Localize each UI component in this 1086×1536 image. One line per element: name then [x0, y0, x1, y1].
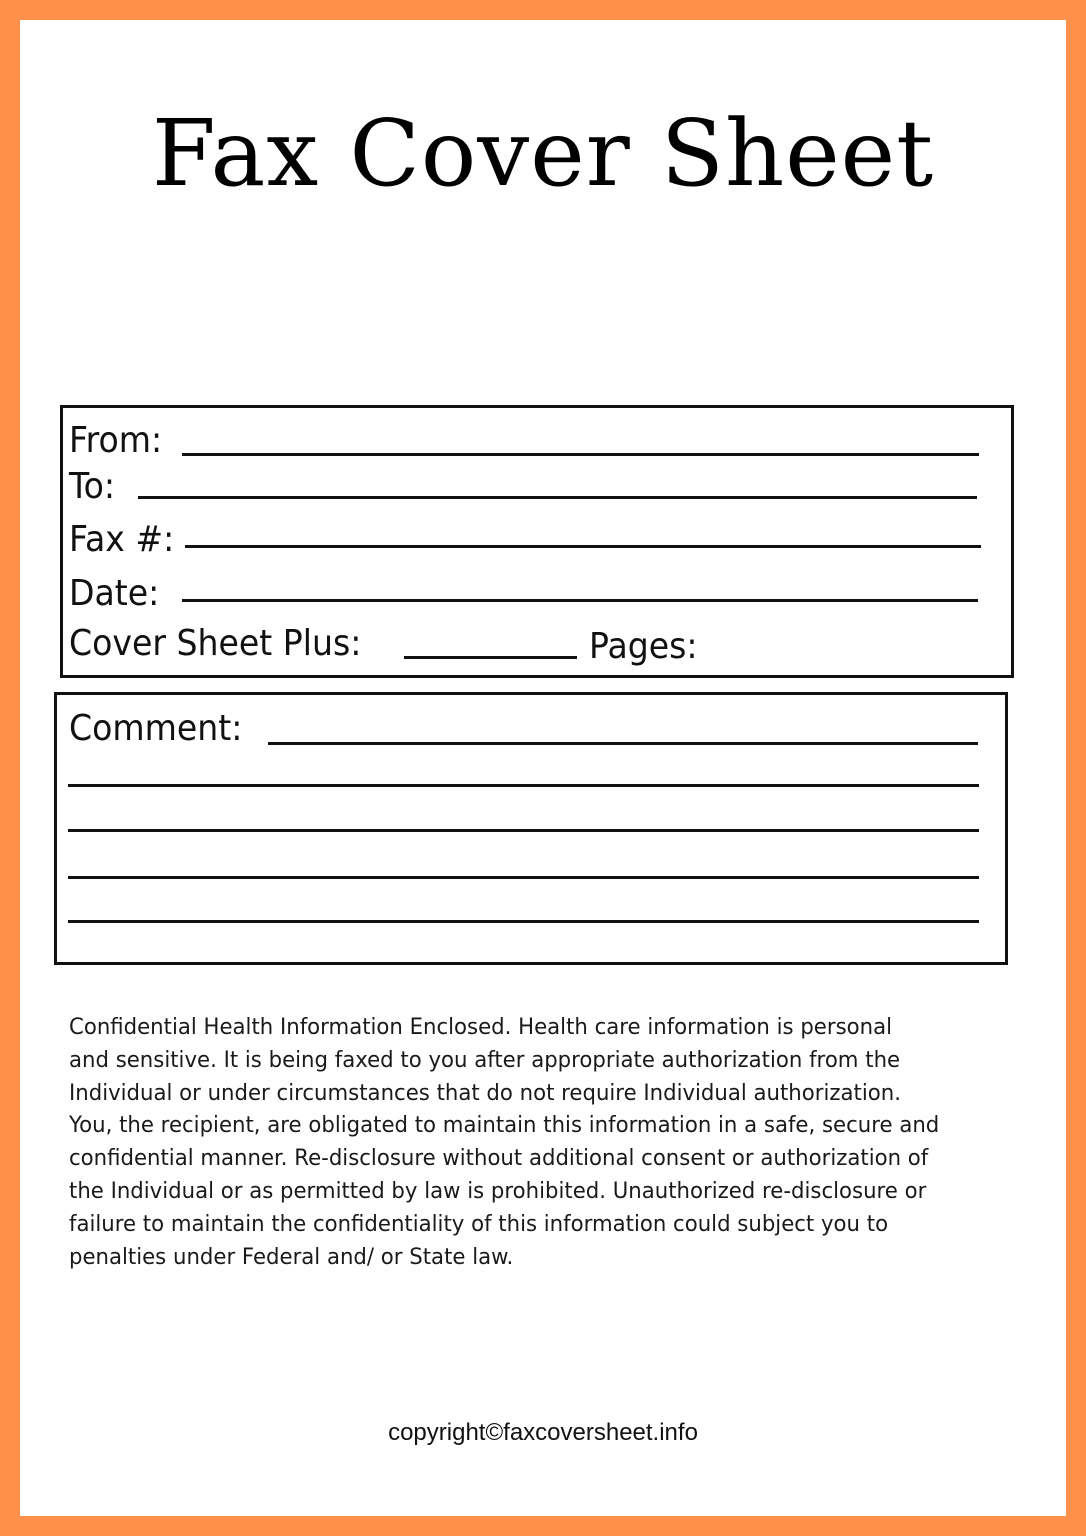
disclaimer-line: the Individual or as permitted by law is prohibited. Unauthorized re-disclosure or: [69, 1178, 927, 1204]
pages-label: Pages:: [589, 626, 698, 667]
date-field[interactable]: [182, 599, 978, 602]
disclaimer-line: You, the recipient, are obligated to maintain this information in a safe, secure and: [69, 1113, 940, 1139]
comment-line-4[interactable]: [68, 876, 979, 879]
from-label: From:: [69, 420, 163, 461]
copyright-footer: copyright©faxcoversheet.info: [388, 1419, 698, 1446]
disclaimer-line: failure to maintain the confidentiality of this information could subject you to: [69, 1211, 889, 1237]
date-label: Date:: [69, 573, 160, 614]
to-field[interactable]: [138, 496, 977, 499]
comment-line-2[interactable]: [68, 784, 979, 787]
cover-sheet-plus-label: Cover Sheet Plus:: [69, 623, 362, 664]
fax-number-field[interactable]: [185, 545, 981, 548]
page-title: Fax Cover Sheet: [151, 100, 935, 207]
comment-line-5[interactable]: [68, 920, 979, 923]
disclaimer-line: and sensitive. It is being faxed to you after appropriate authorization from the: [69, 1047, 901, 1073]
comment-line-3[interactable]: [68, 829, 979, 832]
disclaimer-line: penalties under Federal and/ or State law.: [69, 1244, 514, 1270]
disclaimer-line: confidential manner. Re-disclosure without additional consent or authorization of: [69, 1146, 929, 1172]
fax-number-label: Fax #:: [69, 519, 175, 560]
comment-field[interactable]: [268, 742, 978, 745]
disclaimer-line: Confidential Health Information Enclosed. Health care information is personal: [69, 1015, 893, 1040]
to-label: To:: [69, 466, 116, 507]
from-field[interactable]: [182, 453, 979, 456]
cover-sheet-plus-field[interactable]: [404, 656, 577, 659]
confidentiality-disclaimer: [69, 1012, 995, 1274]
disclaimer-line: Individual or under circumstances that do not require Individual authorization.: [69, 1080, 901, 1106]
comment-label: Comment:: [69, 708, 243, 749]
